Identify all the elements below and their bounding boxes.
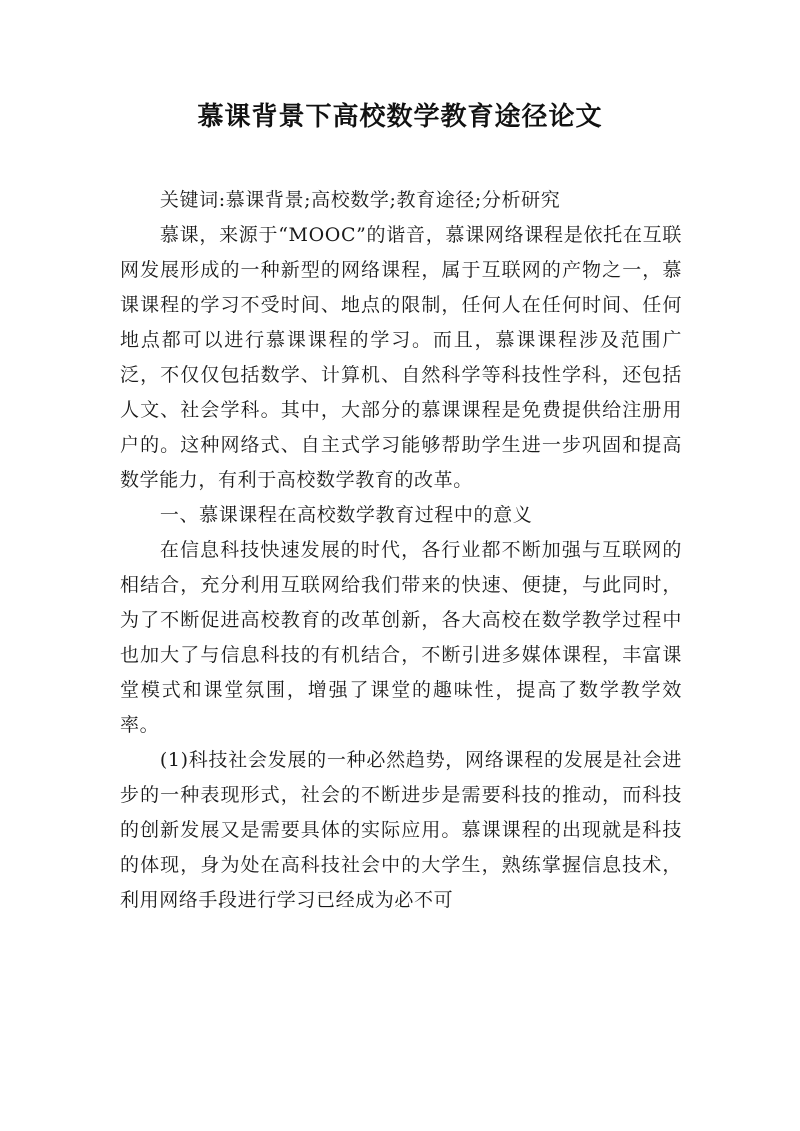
keywords-paragraph: 关键词:慕课背景;高校数学;教育途径;分析研究 [159, 189, 561, 211]
document-title: 慕课背景下高校数学教育途径论文 [197, 102, 603, 132]
body-paragraph: 在信息科技快速发展的时代，各行业都不断加强与互联网的相结合，充分利用互联网给我们带来的快速、便捷，与此同时，为了不断促进高校教育的改革创新，各大高校在数学教学过程中也加大了与信息科技的有机结合，不断引进多媒体课程，丰富课堂模式和课堂氛围，增强了课堂的趣味性，提高了数学教学效率。 [120, 539, 682, 736]
body-paragraph: (1)科技社会发展的一种必然趋势，网络课程的发展是社会进步的一种表现形式，社会的不断进步是需要科技的推动，而科技的创新发展又是需要具体的实际应用。慕课课程的出现就是科技的体现，身为处在高科技社会中的大学生，熟练掌握信息技术，利用网络手段进行学习已经成为必不可 [120, 749, 682, 911]
document-body [120, 183, 682, 918]
section-heading: 一、慕课课程在高校数学教育过程中的意义 [159, 504, 533, 526]
intro-paragraph: 慕课，来源于“MOOC”的谐音，慕课网络课程是依托在互联网发展形成的一种新型的网络课程，属于互联网的产物之一，慕课课程的学习不受时间、地点的限制，任何人在任何时间、任何地点都可以进行慕课课程的学习。而且，慕课课程涉及范围广泛，不仅仅包括数学、计算机、自然科学等科技性学科，还包括人文、社会学科。其中，大部分的慕课课程是免费提供给注册用户的。这种网络式、自主式学习能够帮助学生进一步巩固和提高数学能力，有利于高校数学教育的改革。 [120, 224, 682, 491]
